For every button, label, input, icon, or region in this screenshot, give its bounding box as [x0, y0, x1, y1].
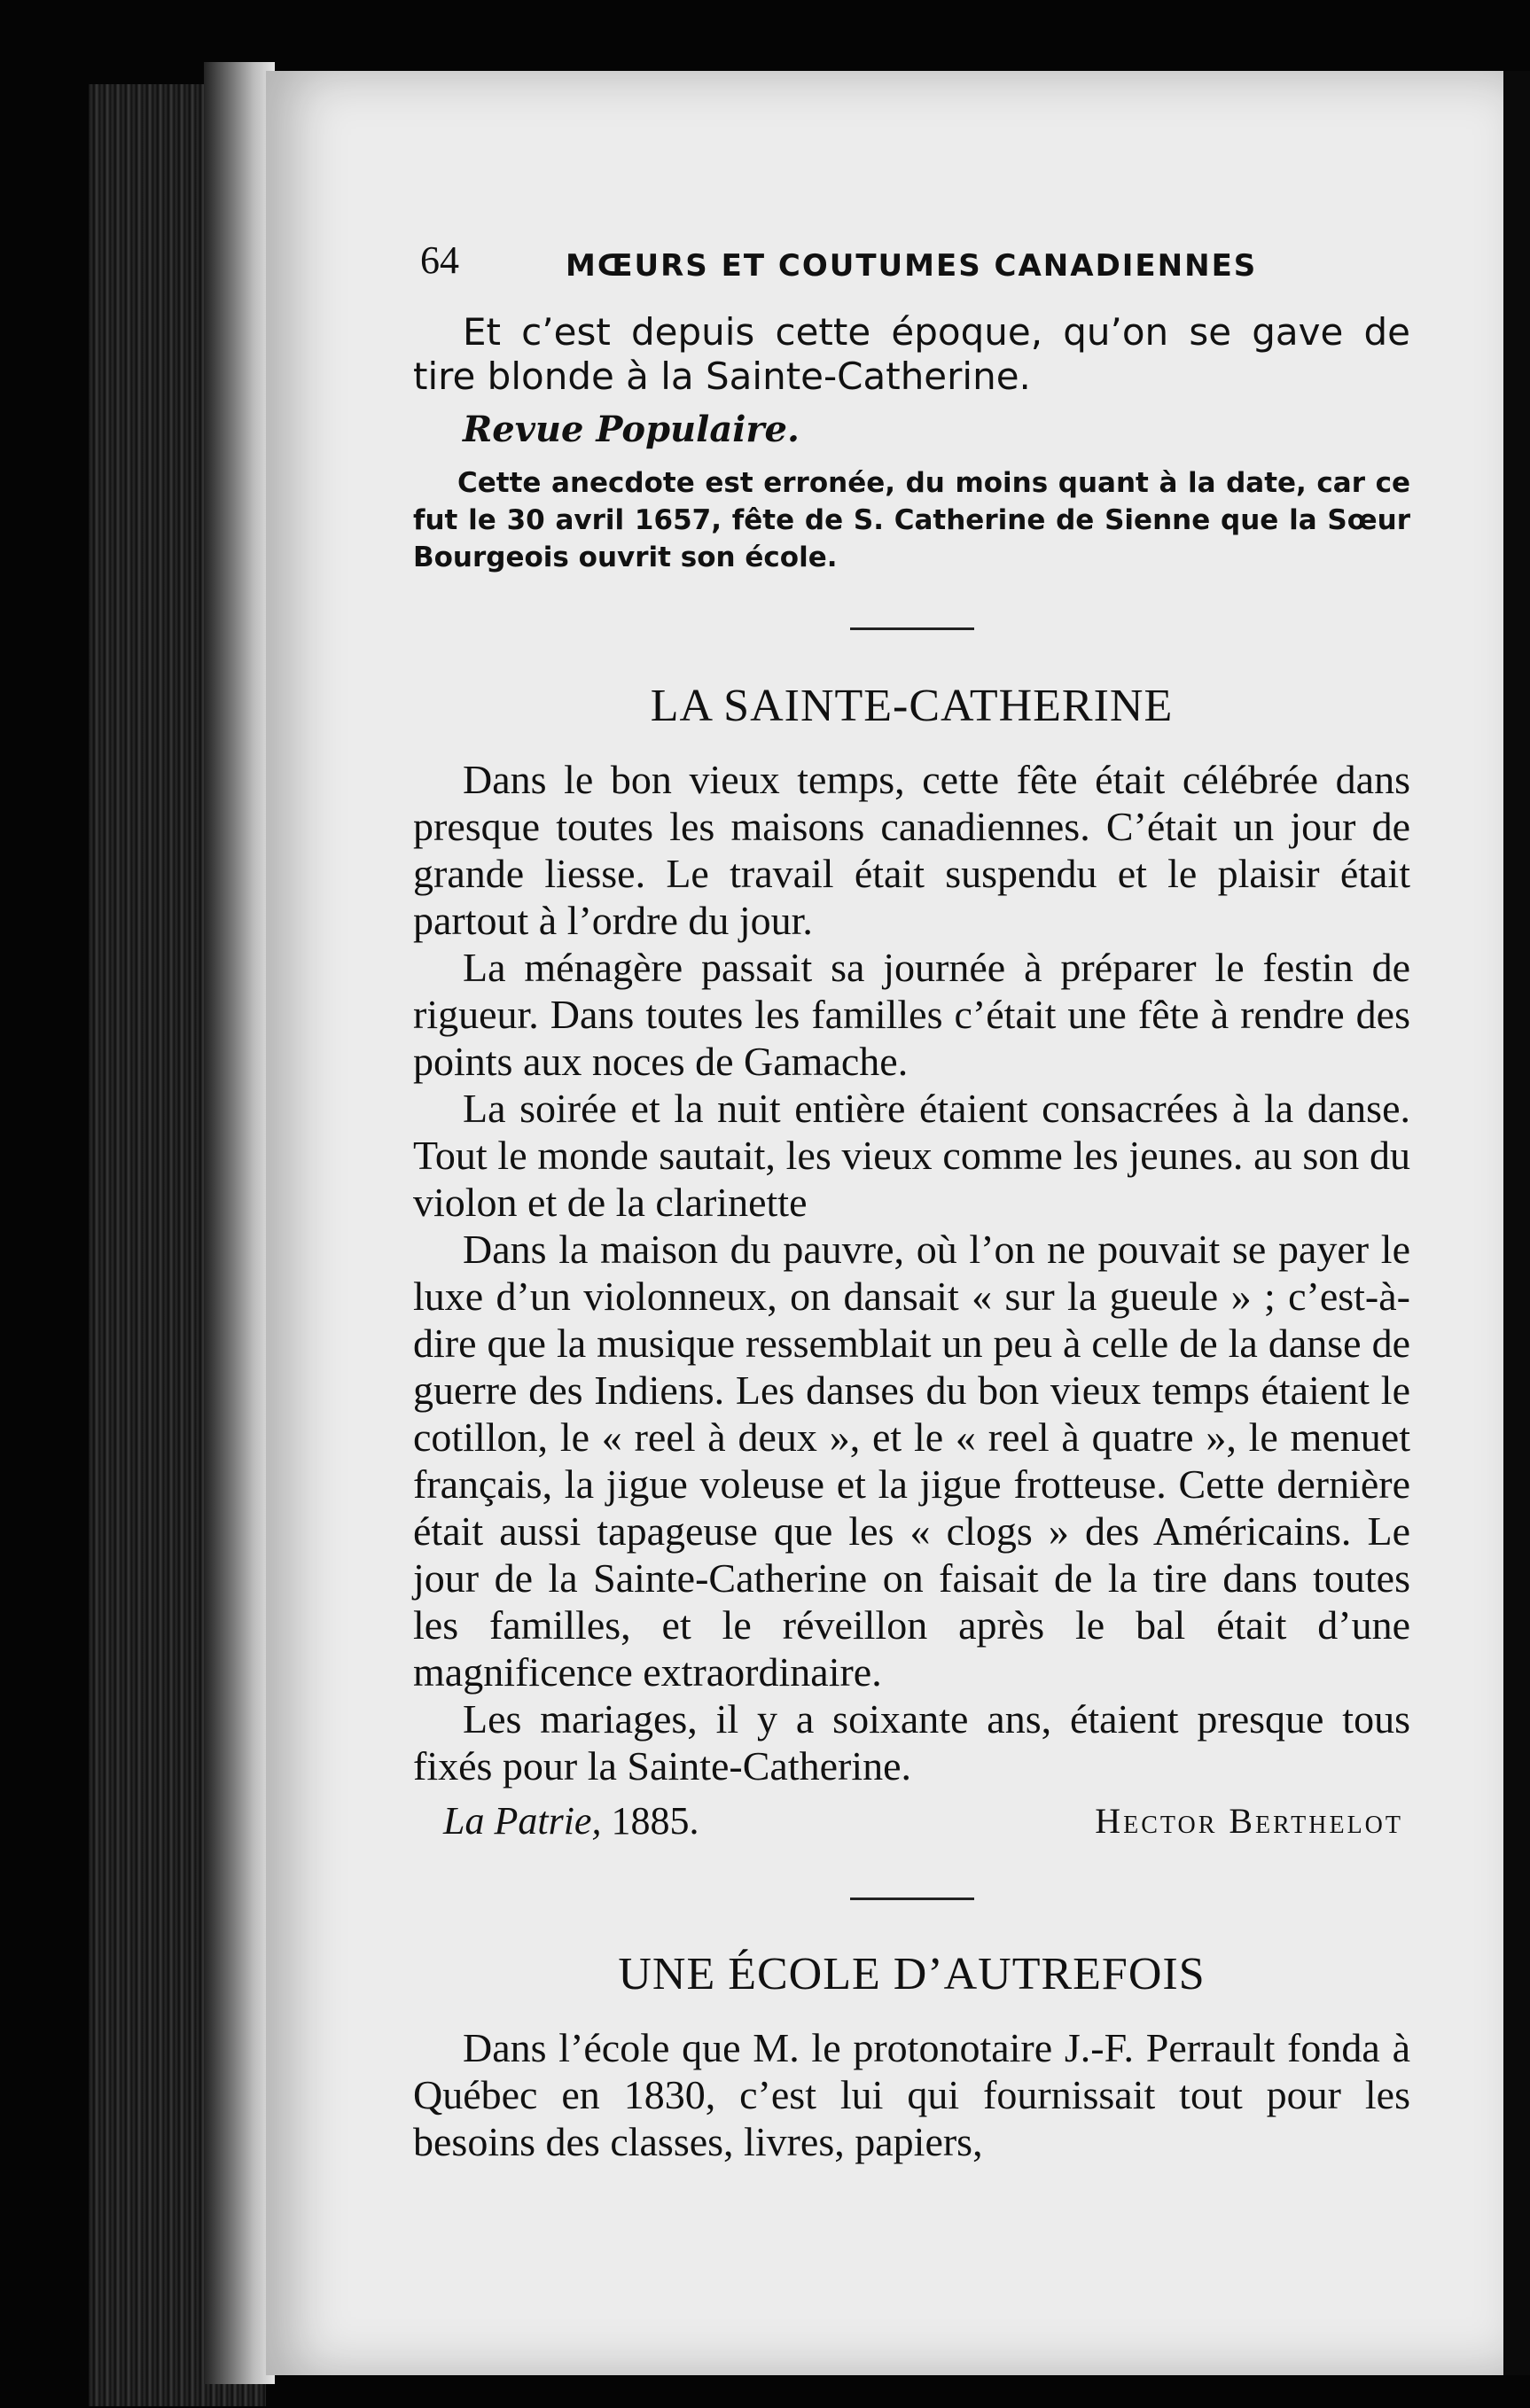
heading-sainte-catherine: LA SAINTE-CATHERINE	[650, 681, 1174, 731]
intro-paragraph: Et c’est depuis cette époque, qu’on se gave de tire blonde à la Sainte-Catherine.	[413, 310, 1410, 398]
paragraph: La soirée et la nuit entière étaient consacrées à la danse. Tout le monde sautait, les vieux comme les jeunes. au son du violon et de la clarinette	[413, 1086, 1410, 1225]
running-head	[413, 238, 1410, 291]
page-number: 64	[420, 238, 459, 282]
section-divider	[850, 1898, 974, 1900]
scan-right-border	[1503, 71, 1530, 2375]
heading-ecole: UNE ÉCOLE D’AUTREFOIS	[618, 1949, 1206, 1999]
source-title: La Patrie,	[443, 1799, 602, 1843]
paragraph: Dans la maison du pauvre, où l’on ne pouvait se payer le luxe d’un violonneux, on dansait « sur la gueule » ; c’est-à-dire que la musique ressemblait un peu à celle de la danse de guerre des Indiens. Les danses du bon vieux temps étaient le cotillon, le « reel à deux », et le « reel à quatre », le menuet français, la jigue voleuse et la jigue frotteuse. Cette dernière était aussi tapageuse que les « clogs » des Américains. Le jour de la Sainte-Catherine on faisait de la tire dans toutes les familles, et le réveillon après le bal était d’une magnificence extraordinaire.	[413, 1227, 1410, 1695]
paragraph: Dans l’école que M. le protonotaire J.-F. Perrault fonda à Québec en 1830, c’est lui qui fournissait tout pour les besoins des classes, livres, papiers,	[413, 2025, 1410, 2164]
section-divider	[850, 627, 974, 630]
source-year: 1885.	[611, 1799, 699, 1843]
paragraph: Dans le bon vieux temps, cette fête était célébrée dans presque toutes les maisons canadiennes. C’était un jour de grande liesse. Le travail était suspendu et le plaisir était partout à l’ordre du jour.	[413, 757, 1410, 943]
article-author: Hector Berthelot	[1095, 1801, 1403, 1841]
paragraph: Les mariages, il y a soixante ans, étaient presque tous fixés pour la Sainte-Catherine.	[413, 1696, 1410, 1788]
intro-source: Revue Populaire.	[463, 409, 800, 450]
signature-line	[413, 1795, 1410, 1848]
book-gutter-shadow	[204, 62, 275, 2384]
page-content	[413, 238, 1410, 2165]
paragraph: La ménagère passait sa journée à préparer le festin de rigueur. Dans toutes les familles c’était une fête à rendre des points aux noces de Gamache.	[413, 945, 1410, 1084]
running-title: MŒURS ET COUTUMES CANADIENNES	[566, 248, 1258, 284]
article-source	[443, 1795, 699, 1848]
intro-note: Cette anecdote est erronée, du moins quant à la date, car ce fut le 30 avril 1657, fête de S. Catherine de Sienne que la Sœur Bourgeois ouvrit son école.	[413, 467, 1410, 573]
